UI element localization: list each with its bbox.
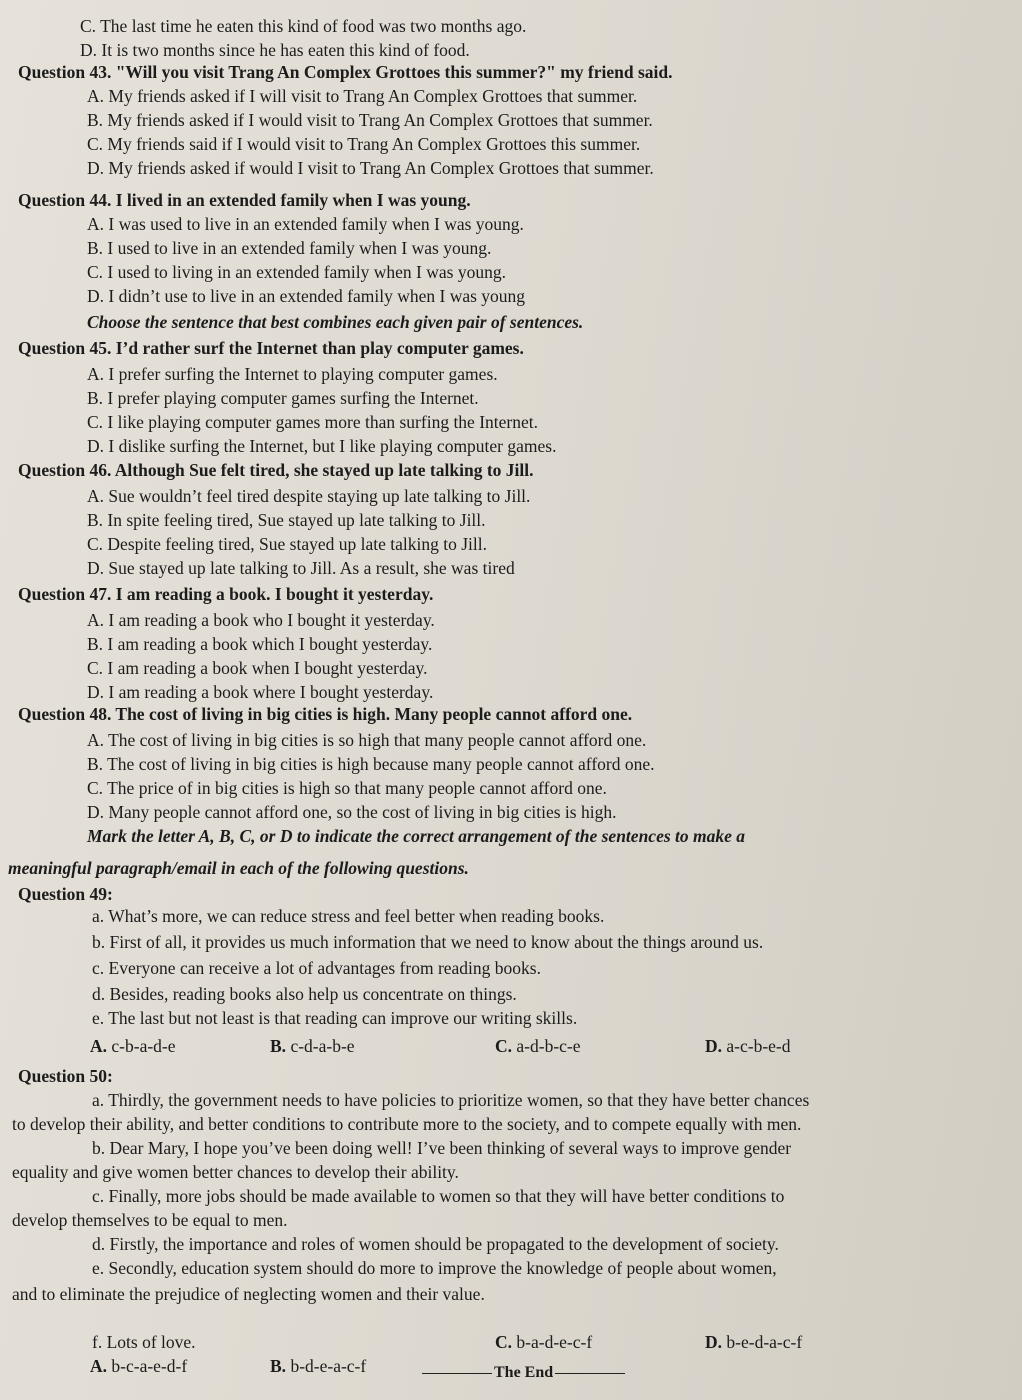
instruction-text: meaningful paragraph/email in each of the following questions. <box>8 858 469 878</box>
option-letter: A. <box>90 1036 108 1056</box>
text-line: D. I didn’t use to live in an extended family when I was young <box>87 286 526 306</box>
question-heading: Question 46. Although Sue felt tired, she stayed up late talking to Jill. <box>18 460 534 480</box>
option-text: a-d-b-c-e <box>512 1036 581 1056</box>
option-letter: B. <box>270 1356 287 1376</box>
text-line: B. I prefer playing computer games surfing the Internet. <box>87 388 479 408</box>
answer-option <box>495 1332 592 1353</box>
text-line: D. I dislike surfing the Internet, but I like playing computer games. <box>87 436 557 456</box>
text-line: and to eliminate the prejudice of neglecting women and their value. <box>12 1284 485 1304</box>
answer-option <box>90 1036 176 1057</box>
text-line: C. I am reading a book when I bought yesterday. <box>87 658 428 678</box>
footer-rule-right <box>555 1373 625 1374</box>
text-line: d. Firstly, the importance and roles of women should be propagated to the development of society. <box>92 1234 779 1254</box>
text-line: D. Many people cannot afford one, so the cost of living in big cities is high. <box>87 802 617 822</box>
text-line: B. I used to live in an extended family when I was young. <box>87 238 492 258</box>
text-line: b. First of all, it provides us much information that we need to know about the things around us. <box>92 932 764 952</box>
question-heading: Question 48. The cost of living in big cities is high. Many people cannot afford one. <box>18 704 633 724</box>
text-line: C. I like playing computer games more than surfing the Internet. <box>87 412 538 432</box>
answer-option <box>705 1332 802 1353</box>
question-heading: Question 47. I am reading a book. I bought it yesterday. <box>18 584 434 604</box>
text-line: A. I am reading a book who I bought it yesterday. <box>87 610 435 630</box>
text-line: A. I prefer surfing the Internet to playing computer games. <box>87 364 498 384</box>
text-line: e. Secondly, education system should do more to improve the knowledge of people about women, <box>92 1258 777 1278</box>
q50-options-top <box>0 1332 1022 1354</box>
text-line: e. The last but not least is that reading can improve our writing skills. <box>92 1008 578 1028</box>
text-line: a. Thirdly, the government needs to have policies to prioritize women, so that they have better chances <box>92 1090 810 1110</box>
q49-options <box>0 1036 1022 1058</box>
answer-option <box>495 1036 581 1057</box>
text-line: C. The last time he eaten this kind of food was two months ago. <box>80 16 527 36</box>
question-heading: Question 49: <box>18 884 113 904</box>
text-line: to develop their ability, and better conditions to contribute more to the society, and to compete equally with men. <box>12 1114 802 1134</box>
text-line: c. Finally, more jobs should be made available to women so that they will have better conditions to <box>92 1186 785 1206</box>
option-letter: D. <box>705 1036 723 1056</box>
text-line: equality and give women better chances to develop their ability. <box>12 1162 459 1182</box>
text-line: d. Besides, reading books also help us concentrate on things. <box>92 984 517 1004</box>
text-line: A. Sue wouldn’t feel tired despite staying up late talking to Jill. <box>87 486 531 506</box>
text-line: B. The cost of living in big cities is high because many people cannot afford one. <box>87 754 655 774</box>
text-line: B. I am reading a book which I bought yesterday. <box>87 634 433 654</box>
text-line: c. Everyone can receive a lot of advantages from reading books. <box>92 958 541 978</box>
text-line: A. I was used to live in an extended family when I was young. <box>87 214 524 234</box>
text-line: A. My friends asked if I will visit to Trang An Complex Grottoes that summer. <box>87 86 638 106</box>
option-text: b-c-a-e-d-f <box>107 1356 188 1376</box>
text-line: C. Despite feeling tired, Sue stayed up late talking to Jill. <box>87 534 487 554</box>
answer-option <box>270 1356 366 1377</box>
text-line: B. My friends asked if I would visit to Trang An Complex Grottoes that summer. <box>87 110 653 130</box>
text-line: b. Dear Mary, I hope you’ve been doing well! I’ve been thinking of several ways to improve gender <box>92 1138 792 1158</box>
option-text: b-e-d-a-c-f <box>722 1332 803 1352</box>
the-end-label: The End <box>494 1364 554 1381</box>
text-line: C. My friends said if I would visit to Trang An Complex Grottoes this summer. <box>87 134 641 154</box>
option-text: b-a-d-e-c-f <box>512 1332 593 1352</box>
answer-option <box>705 1036 791 1057</box>
text-line: D. Sue stayed up late talking to Jill. As a result, she was tired <box>87 558 515 578</box>
text-line: f. Lots of love. <box>92 1332 196 1352</box>
option-letter: D. <box>705 1332 723 1352</box>
text-line: A. The cost of living in big cities is so high that many people cannot afford one. <box>87 730 647 750</box>
footer-rule-left <box>422 1373 492 1374</box>
text-line: D. I am reading a book where I bought yesterday. <box>87 682 434 702</box>
answer-option <box>270 1036 355 1057</box>
option-letter: A. <box>90 1356 108 1376</box>
text-line: C. I used to living in an extended family when I was young. <box>87 262 506 282</box>
option-letter: C. <box>495 1332 513 1352</box>
question-heading: Question 50: <box>18 1066 113 1086</box>
text-line: D. My friends asked if would I visit to Trang An Complex Grottoes that summer. <box>87 158 654 178</box>
question-heading: Question 45. I’d rather surf the Internet than play computer games. <box>18 338 524 358</box>
text-line: C. The price of in big cities is high so that many people cannot afford one. <box>87 778 607 798</box>
instruction-text: Choose the sentence that best combines each given pair of sentences. <box>87 312 584 332</box>
question-heading: Question 43. "Will you visit Trang An Complex Grottoes this summer?" my friend said. <box>18 62 673 82</box>
option-text: a-c-b-e-d <box>722 1036 791 1056</box>
option-text: c-d-a-b-e <box>286 1036 355 1056</box>
instruction-text: Mark the letter A, B, C, or D to indicate the correct arrangement of the sentences to make a <box>87 826 746 846</box>
text-line: B. In spite feeling tired, Sue stayed up late talking to Jill. <box>87 510 486 530</box>
answer-option <box>90 1356 187 1377</box>
option-letter: B. <box>270 1036 287 1056</box>
text-line: D. It is two months since he has eaten this kind of food. <box>80 40 470 60</box>
option-letter: C. <box>495 1036 513 1056</box>
option-text: c-b-a-d-e <box>107 1036 176 1056</box>
text-line: develop themselves to be equal to men. <box>12 1210 288 1230</box>
question-heading: Question 44. I lived in an extended family when I was young. <box>18 190 471 210</box>
option-text: b-d-e-a-c-f <box>286 1356 367 1376</box>
the-end-footer <box>420 1362 627 1383</box>
text-line: a. What’s more, we can reduce stress and feel better when reading books. <box>92 906 605 926</box>
